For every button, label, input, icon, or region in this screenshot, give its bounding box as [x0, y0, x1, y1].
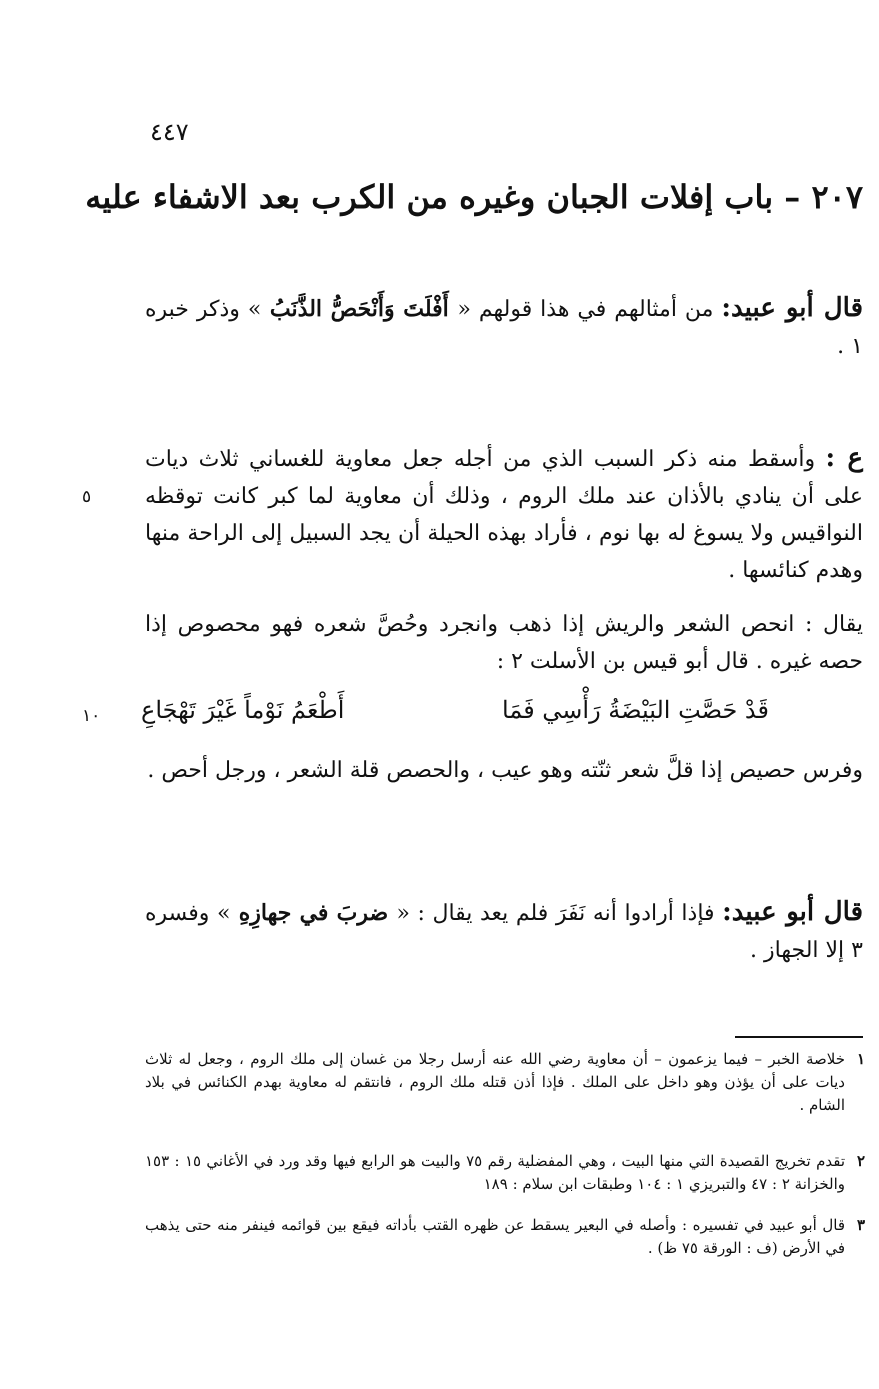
speaker-label: قال أبو عبيد: — [721, 293, 864, 323]
commentary-mark: ع : — [825, 443, 863, 473]
chapter-heading: ٢٠٧ – باب إفلات الجبان وغيره من الكرب بعد الاشفاء عليه — [85, 178, 863, 216]
footnote-text: قال أبو عبيد في تفسيره : وأصله في البعير يسقط عن ظهره القتب بأداته فيقع بين قوائمه فينفر منه حتى يذهب في الأرض (ف : الورقة ٧٥ ظ) . — [145, 1216, 845, 1257]
footnote-2 — [145, 1150, 865, 1196]
footnote-1 — [145, 1048, 865, 1117]
verse-first-hemistich: قَدْ حَصَّتِ البَيْضَةُ رَأْسِي فَمَا — [502, 696, 769, 724]
footnote-divider — [735, 1036, 863, 1038]
section-1-outro: » وذكر خبره ١ . — [145, 297, 863, 359]
footnote-number: ١ — [856, 1050, 865, 1068]
footnote-number: ٣ — [856, 1216, 865, 1234]
section-1-intro: من أمثالهم في هذا قولهم « — [457, 297, 722, 322]
section-2-outro: » وفسره ٣ إلا الجهاز . — [145, 901, 863, 963]
page-number: ٤٤٧ — [150, 118, 189, 146]
commentary-text-1: وأسقط منه ذكر السبب الذي من أجله جعل معاوية للغساني ثلاث ديات على أن ينادي بالأذان عند ملك الروم ، وذلك أن معاوية لما كبر كانت توقظه النواقيس ولا يسوغ له بها نوم ، فأراد بهذه الحيلة أن يجد السبيل إلى الراحة منها وهدم كنائسها . — [145, 447, 863, 583]
verse-second-hemistich: أَطْعَمُ نَوْماً غَيْرَ تَهْجَاعِ — [141, 696, 345, 724]
margin-line-number-5: ٥ — [82, 487, 92, 507]
poem-verse — [141, 696, 769, 724]
speaker-label: قال أبو عبيد: — [722, 897, 863, 927]
section-2-intro: فإذا أرادوا أنه نَفَرَ فلم يعد يقال : « — [396, 901, 723, 926]
footnote-3 — [145, 1214, 865, 1260]
footnote-text: خلاصة الخبر – فيما يزعمون – أن معاوية رضي الله عنه أرسل رجلا من غسان إلى ملك الروم ، وجعل له ثلاث ديات على أن يؤذن وهو داخل على الملك . فإذا أذن قتله ملك الروم ، فانتقم له معاوية بهدم الكنائس في بلاد الشام . — [145, 1050, 845, 1114]
proverb-quote: ضربَ في جهازِهِ — [230, 900, 397, 926]
footnote-number: ٢ — [856, 1152, 865, 1170]
section-1-paragraph — [145, 290, 863, 365]
footnote-text: تقدم تخريج القصيدة التي منها البيت ، وهي المفضلية رقم ٧٥ والبيت هو الرابع فيها وقد ورد في الأغاني ١٥ : ١٥٣ والخزانة ٢ : ٤٧ والتبريزي ١ : ١٠٤ وطبقات ابن سلام : ١٨٩ — [145, 1152, 846, 1193]
section-2-paragraph — [145, 894, 863, 969]
commentary-paragraph-3: وفرس حصيص إذا قلَّ شعر ثنّته وهو عيب ، والحصص قلة الشعر ، ورجل أحص . — [147, 758, 863, 783]
margin-line-number-10: ١٠ — [82, 706, 101, 726]
proverb-quote: أَفْلَتَ وَأَنْحَصُّ الذَّنَبُ — [261, 296, 458, 322]
commentary-paragraph-1 — [145, 440, 863, 589]
commentary-paragraph-2: يقال : انحص الشعر والريش إذا ذهب وانجرد وحُصَّ شعره فهو محصوص إذا حصه غيره . قال أبو قيس بن الأسلت ٢ : — [145, 612, 863, 674]
